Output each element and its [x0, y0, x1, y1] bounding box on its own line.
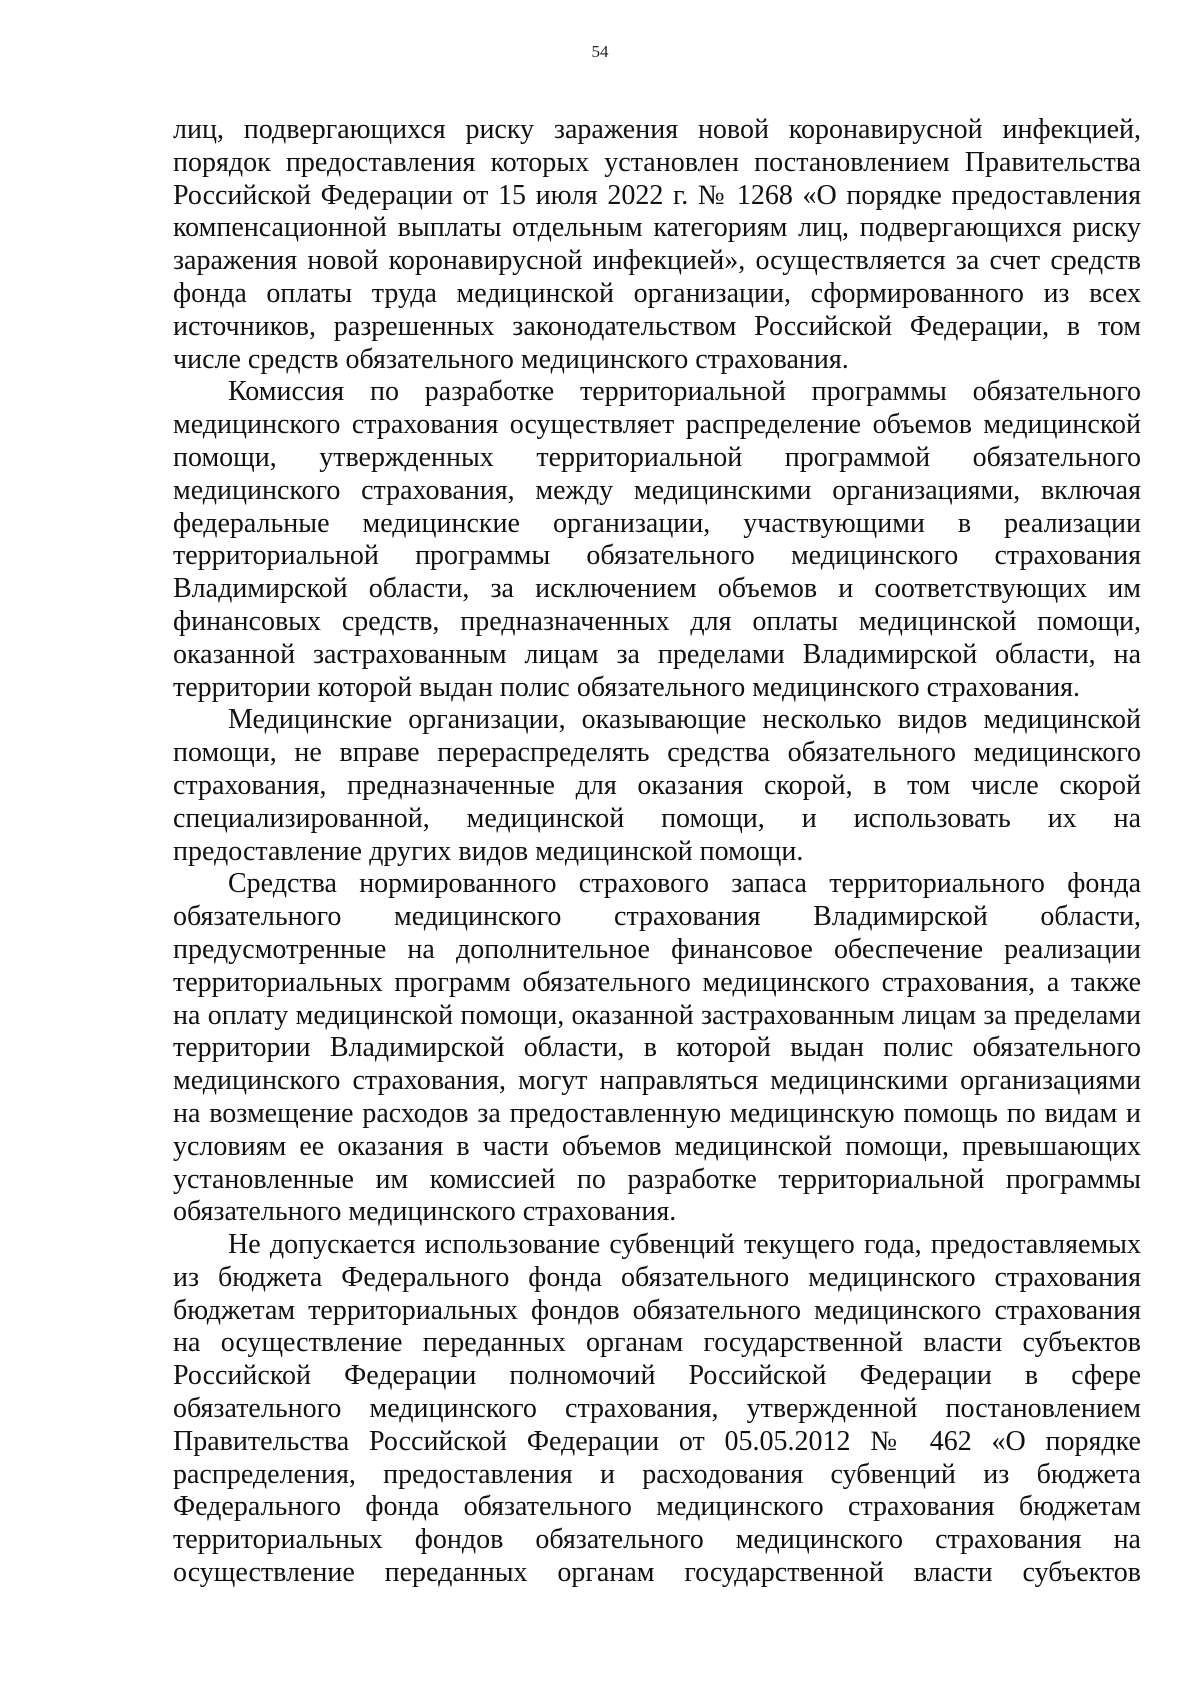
paragraph-insurance-reserve: Средства нормированного страхового запаса территориального фонда обязательного медицинского страхования Владимирской области, предусмотренные на дополнительное финансовое обеспечение реализации территориальных программ обязательного медицинского страхования, а также на оплату медицинской помощи, оказанной застрахованным лицам за пределами территории Владимирской области, в которой выдан полис обязательного медицинского страхования, могут направляться медицинскими организациями на возмещение расходов за предоставленную медицинскую помощь по видам и условиям ее оказания в части объемов медицинской помощи, превышающих установленные им комиссией по разработке территориальной программы обязательного медицинского страхования. — [173, 868, 1141, 1228]
paragraph-emergency-funds: Медицинские организации, оказывающие несколько видов медицинской помощи, не вправе перераспределять средства обязательного медицинского страхования, предназначенные для оказания скорой, в том числе скорой специализированной, медицинской помощи, и использовать их на предоставление других видов медицинской помощи. — [173, 704, 1141, 867]
page-number: 54 — [591, 42, 609, 61]
paragraph-subventions: Не допускается использование субвенций текущего года, предоставляемых из бюджета Федерального фонда обязательного медицинского страхования бюджетам территориальных фондов обязательного медицинского страхования на осуществление переданных органам государственной власти субъектов Российской Федерации полномочий Российской Федерации в сфере обязательного медицинского страхования, утвержденной постановлением Правительства Российской Федерации от 05.05.2012 № 462 «О порядке распределения, предоставления и расходования субвенций из бюджета Федерального фонда обязательного медицинского страхования бюджетам территориальных фондов обязательного медицинского страхования на осуществление переданных органам государственной власти субъектов — [173, 1229, 1141, 1589]
document-body — [173, 114, 1141, 1590]
paragraph-commission-distribution: Комиссия по разработке территориальной программы обязательного медицинского страхования осуществляет распределение объемов медицинской помощи, утвержденных территориальной программой обязательного медицинского страхования, между медицинскими организациями, включая федеральные медицинские организации, участвующими в реализации территориальной программы обязательного медицинского страхования Владимирской области, за исключением объемов и соответствующих им финансовых средств, предназначенных для оплаты медицинской помощи, оказанной застрахованным лицам за пределами Владимирской области, на территории которой выдан полис обязательного медицинского страхования. — [173, 376, 1141, 703]
paragraph-continuation: лиц, подвергающихся риску заражения новой коронавирусной инфекцией, порядок предоставления которых установлен постановлением Правительства Российской Федерации от 15 июля 2022 г. № 1268 «О порядке предоставления компенсационной выплаты отдельным категориям лиц, подвергающихся риску заражения новой коронавирусной инфекцией», осуществляется за счет средств фонда оплаты труда медицинской организации, сформированного из всех источников, разрешенных законодательством Российской Федерации, в том числе средств обязательного медицинского страхования. — [173, 114, 1141, 375]
